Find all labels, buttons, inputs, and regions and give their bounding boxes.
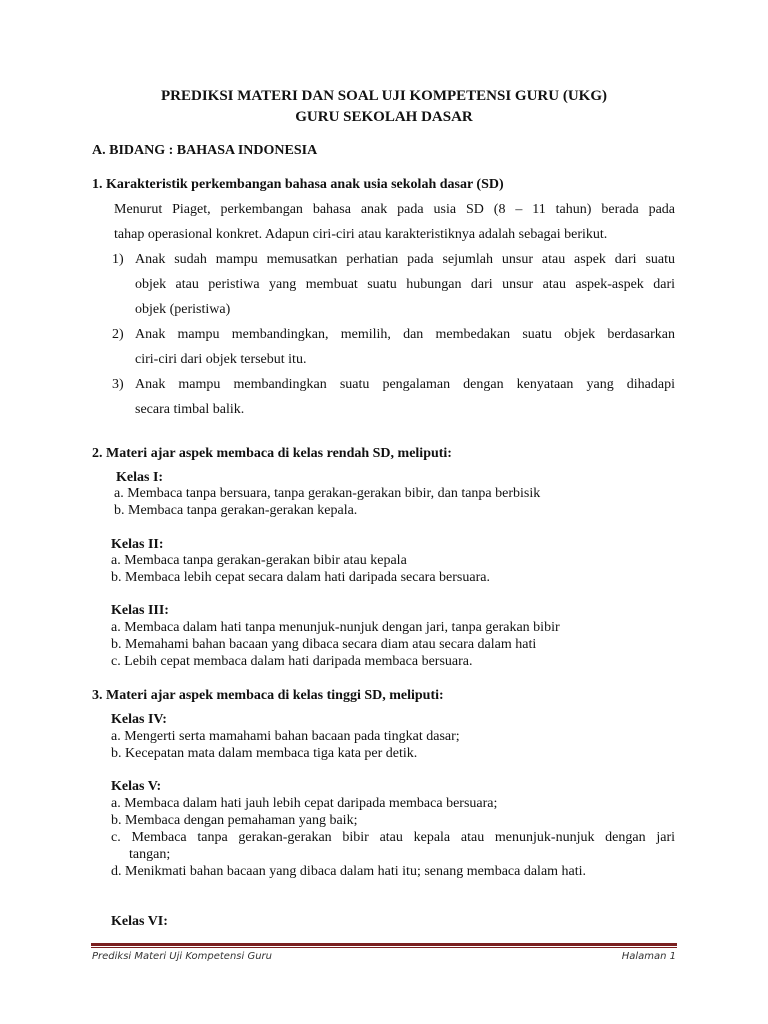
kelas-5-label: Kelas V:	[111, 779, 162, 794]
section-2-heading: 2. Materi ajar aspek membaca di kelas rendah SD, meliputi:	[92, 446, 452, 461]
kelas-3-item: b. Memahami bahan bacaan yang dibaca secara diam atau secara dalam hati	[111, 637, 537, 652]
kelas-3-label: Kelas III:	[111, 603, 169, 618]
kelas-5-item: c. Membaca tanpa gerakan-gerakan bibir atau kepala atau menunjuk-nunjuk dengan jari	[111, 830, 675, 845]
list-number: 3)	[112, 377, 124, 392]
list-item-2-line-2: ciri-ciri dari objek tersebut itu.	[135, 352, 307, 367]
kelas-3-item: a. Membaca dalam hati tanpa menunjuk-nunjuk dengan jari, tanpa gerakan bibir	[111, 620, 560, 635]
kelas-5-item-continuation: tangan;	[129, 847, 171, 862]
kelas-1-item: a. Membaca tanpa bersuara, tanpa gerakan-gerakan bibir, dan tanpa berbisik	[114, 486, 541, 501]
list-item-1-line-3: objek (peristiwa)	[135, 302, 231, 317]
title-line-1: PREDIKSI MATERI DAN SOAL UJI KOMPETENSI GURU (UKG)	[160, 88, 607, 104]
kelas-1-item: b. Membaca tanpa gerakan-gerakan kepala.	[114, 503, 358, 518]
kelas-5-item: d. Menikmati bahan bacaan yang dibaca dalam hati itu; senang membaca dalam hati.	[111, 864, 587, 879]
kelas-5-item: b. Membaca dengan pemahaman yang baik;	[111, 813, 358, 828]
kelas-4-item: a. Mengerti serta mamahami bahan bacaan pada tingkat dasar;	[111, 729, 460, 744]
kelas-2-label: Kelas II:	[111, 537, 164, 552]
section-1-heading: 1. Karakteristik perkembangan bahasa anak usia sekolah dasar (SD)	[92, 177, 504, 192]
kelas-1-label: Kelas I:	[116, 470, 164, 485]
list-item-3-line-1: Anak mampu membandingkan suatu pengalaman dengan kenyataan yang dihadapi	[135, 377, 675, 392]
title-line-2: GURU SEKOLAH DASAR	[295, 109, 473, 125]
list-item-3-line-2: secara timbal balik.	[135, 402, 245, 417]
list-item-1-line-1: Anak sudah mampu memusatkan perhatian pada sejumlah unsur atau aspek dari suatu	[135, 252, 675, 267]
section-a-heading: A. BIDANG : BAHASA INDONESIA	[92, 143, 318, 158]
footer-rule	[91, 943, 677, 946]
list-item-1-line-2: objek atau peristiwa yang membuat suatu hubungan dari unsur atau aspek-aspek dari	[135, 277, 675, 292]
footer-page-number: Halaman 1	[621, 951, 676, 962]
list-number: 2)	[112, 327, 124, 342]
kelas-4-label: Kelas IV:	[111, 712, 167, 727]
kelas-5-item: a. Membaca dalam hati jauh lebih cepat daripada membaca bersuara;	[111, 796, 498, 811]
kelas-4-item: b. Kecepatan mata dalam membaca tiga kata per detik.	[111, 746, 418, 761]
footer-title: Prediksi Materi Uji Kompetensi Guru	[92, 951, 273, 962]
kelas-3-item: c. Lebih cepat membaca dalam hati daripada membaca bersuara.	[111, 654, 473, 669]
list-number: 1)	[112, 252, 124, 267]
kelas-2-item: b. Membaca lebih cepat secara dalam hati daripada secara bersuara.	[111, 570, 490, 585]
footer-rule-thin	[91, 947, 677, 948]
list-item-2-line-1: Anak mampu membandingkan, memilih, dan membedakan suatu objek berdasarkan	[135, 327, 675, 342]
kelas-2-item: a. Membaca tanpa gerakan-gerakan bibir atau kepala	[111, 553, 407, 568]
section-3-heading: 3. Materi ajar aspek membaca di kelas tinggi SD, meliputi:	[92, 688, 444, 703]
kelas-6-label: Kelas VI:	[111, 914, 168, 929]
section-1-para-line-1: Menurut Piaget, perkembangan bahasa anak pada usia SD (8 – 11 tahun) berada pada	[114, 202, 675, 217]
section-1-para-line-2: tahap operasional konkret. Adapun ciri-ciri atau karakteristiknya adalah sebagai berikut.	[114, 227, 608, 242]
